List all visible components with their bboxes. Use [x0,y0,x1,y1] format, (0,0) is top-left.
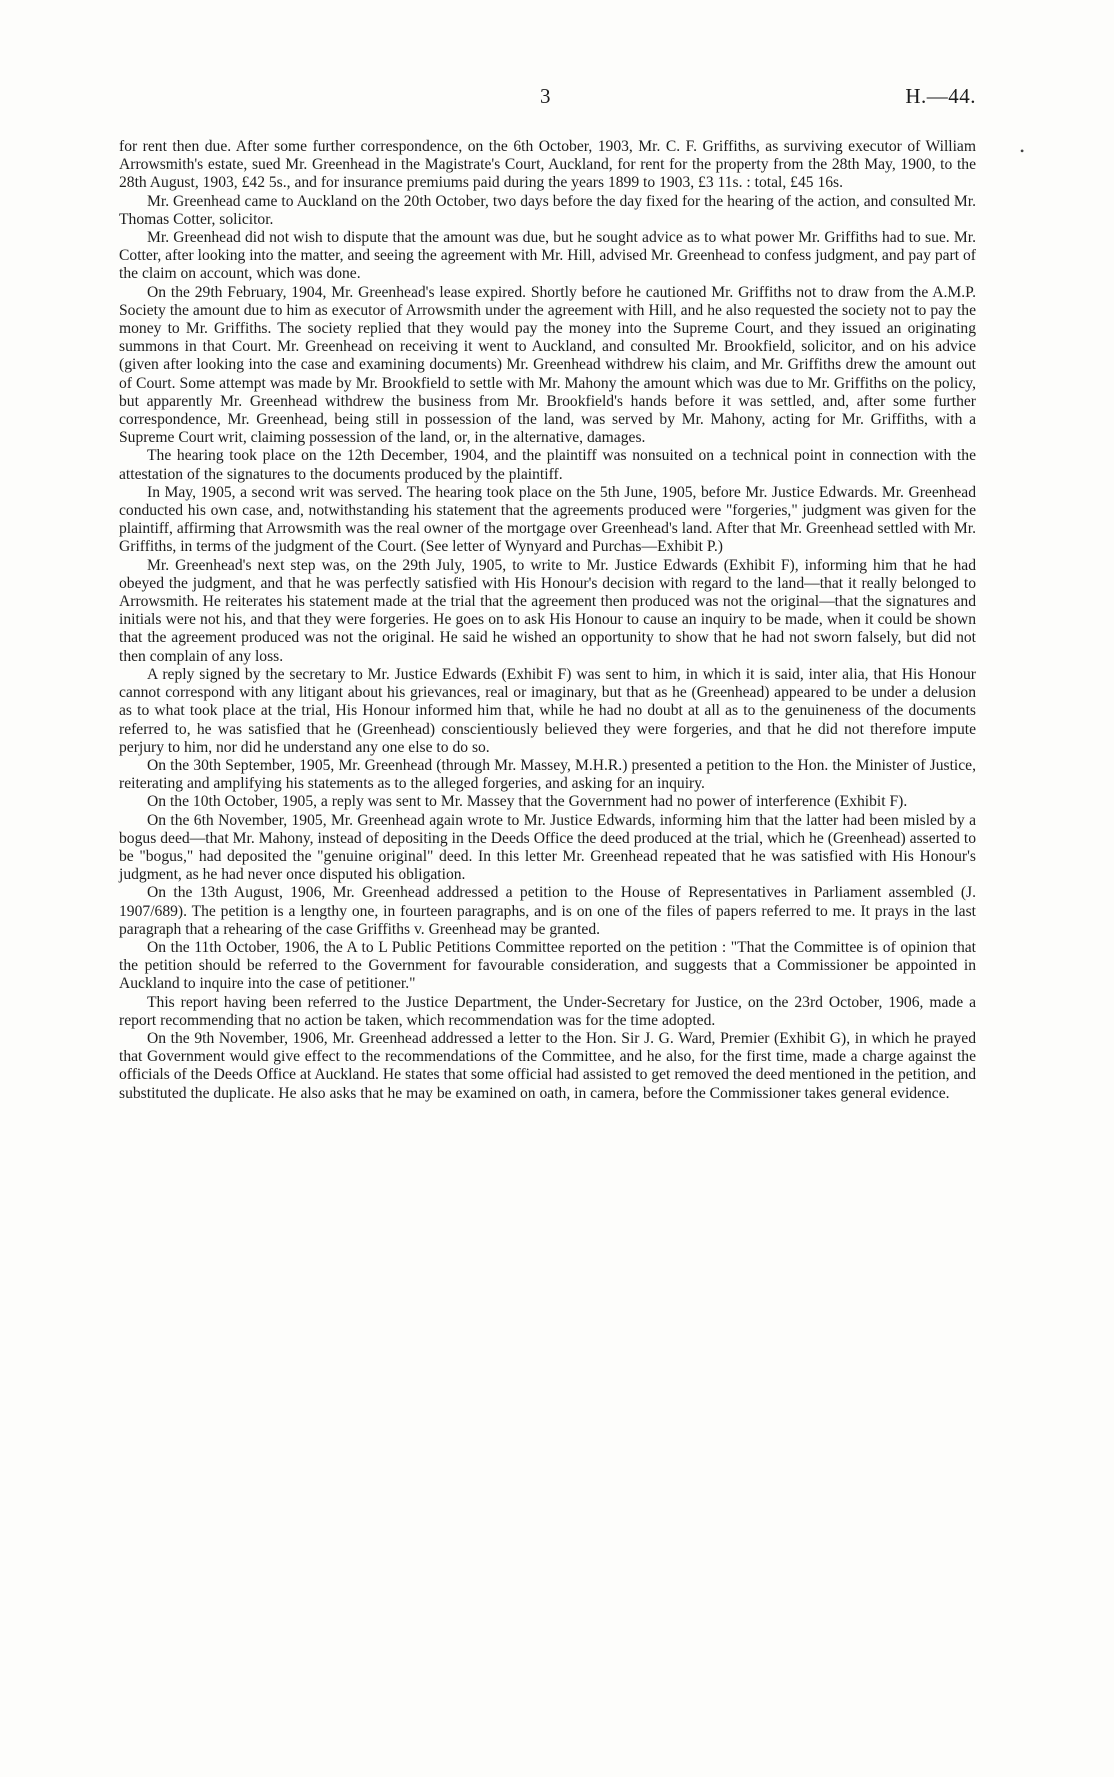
paragraph: Mr. Greenhead's next step was, on the 29th July, 1905, to write to Mr. Justice Edwards (Exhibit F), informing him that he had obeyed the judgment, and that he was perfectly satisfied with His Honour's decision with regard to the land—that it really belonged to Arrowsmith. He reiterates his statement made at the trial that the agreement then produced was not the original—that the signatures and initials were not his, and that they were forgeries. He goes on to ask His Honour to cause an inquiry to be made, when it could be shown that the agreement produced was not the original. He said he wished an opportunity to show that he had not sworn falsely, but did not then complain of any loss. [119,556,976,665]
paragraph: On the 6th November, 1905, Mr. Greenhead again wrote to Mr. Justice Edwards, informing him that the latter had been misled by a bogus deed—that Mr. Mahony, instead of depositing in the Deeds Office the deed produced at the trial, which he (Greenhead) asserted to be "bogus," had deposited the "genuine original" deed. In this letter Mr. Greenhead repeated that he was satisfied with His Honour's judgment, as he had never once disputed his obligation. [119,811,976,884]
paragraph: The hearing took place on the 12th December, 1904, and the plaintiff was nonsuited on a technical point in connection with the attestation of the signatures to the documents produced by the plaintiff. [119,447,976,483]
page-number: 3 [540,84,551,108]
document-reference: H.—44. [905,84,976,108]
paragraph: On the 9th November, 1906, Mr. Greenhead addressed a letter to the Hon. Sir J. G. Ward, Premier (Exhibit G), in which he prayed that Government would give effect to the recommendations of the Committee, and he also, for the first time, made a charge against the officials of the Deeds Office at Auckland. He states that some official had assisted to get removed the deed mentioned in the petition, and substituted the duplicate. He also asks that he may be examined on oath, in camera, before the Commissioner takes general evidence. [119,1029,976,1102]
paragraph: In May, 1905, a second writ was served. The hearing took place on the 5th June, 1905, before Mr. Justice Edwards. Mr. Greenhead conducted his own case, and, notwithstanding his statement that the agreements produced were "forgeries," judgment was given for the plaintiff, affirming that Arrowsmith was the real owner of the mortgage over Greenhead's land. After that Mr. Greenhead settled with Mr. Griffiths, in terms of the judgment of the Court. (See letter of Wynyard and Purchas—Exhibit P.) [119,483,976,556]
body-text [119,138,976,1103]
paragraph: On the 30th September, 1905, Mr. Greenhead (through Mr. Massey, M.H.R.) presented a petition to the Hon. the Minister of Justice, reiterating and amplifying his statements as to the alleged forgeries, and asking for an inquiry. [119,756,976,793]
paragraph: Mr. Greenhead did not wish to dispute that the amount was due, but he sought advice as to what power Mr. Griffiths had to sue. Mr. Cotter, after looking into the matter, and seeing the agreement with Mr. Hill, advised Mr. Greenhead to confess judgment, and pay part of the claim on account, which was done. [119,229,976,283]
paragraph: On the 11th October, 1906, the A to L Public Petitions Committee reported on the petition : "That the Committee is of opinion that the petition should be referred to the Government for favourable consideration, and suggests that a Commissioner be appointed in Auckland to inquire into the case of petitioner." [119,938,976,993]
page-header [0,84,1114,114]
paragraph: This report having been referred to the Justice Department, the Under-Secretary for Justice, on the 23rd October, 1906, made a report recommending that no action be taken, which recommendation was for the time adopted. [119,993,976,1029]
paragraph: Mr. Greenhead came to Auckland on the 20th October, two days before the day fixed for the hearing of the action, and consulted Mr. Thomas Cotter, solicitor. [119,192,976,228]
paragraph: On the 10th October, 1905, a reply was sent to Mr. Massey that the Government had no power of interference (Exhibit F). [147,793,908,811]
paragraph: On the 29th February, 1904, Mr. Greenhead's lease expired. Shortly before he cautioned Mr. Griffiths not to draw from the A.M.P. Society the amount due to him as executor of Arrowsmith under the agreement with Hill, and he also requested the society not to pay the money to Mr. Griffiths. The society replied that they would pay the money into the Supreme Court, and they issued an originating summons in that Court. Mr. Greenhead on receiving it went to Auckland, and consulted Mr. Brookfield, solicitor, and on his advice (given after looking into the case and examining documents) Mr. Greenhead withdrew his claim, and Mr. Griffiths drew the amount out of Court. Some attempt was made by Mr. Brookfield to settle with Mr. Mahony the amount which was due to Mr. Griffiths on the policy, but apparently Mr. Greenhead withdrew the business from Mr. Brookfield's hands before it was settled, and, after some further correspondence, Mr. Greenhead, being still in possession of the land, was served by Mr. Mahony, acting for Mr. Griffiths, with a Supreme Court writ, claiming possession of the land, or, in the alternative, damages. [119,283,976,447]
paragraph: for rent then due. After some further correspondence, on the 6th October, 1903, Mr. C. F. Griffiths, as surviving executor of William Arrowsmith's estate, sued Mr. Greenhead in the Magistrate's Court, Auckland, for rent for the property from the 28th May, 1900, to the 28th August, 1903, £42 5s., and for insurance premiums paid during the years 1899 to 1903, £3 11s. : total, £45 16s. [119,138,976,192]
paragraph: A reply signed by the secretary to Mr. Justice Edwards (Exhibit F) was sent to him, in which it is said, inter alia, that His Honour cannot correspond with any litigant about his grievances, real or imaginary, but that as he (Greenhead) appeared to be under a delusion as to what took place at the trial, His Honour informed him that, while he had no doubt at all as to the genuineness of the documents referred to, he was satisfied that he (Greenhead) conscientiously believed they were forgeries, and that he did not therefore impute perjury to him, nor did he understand any one else to do so. [119,665,976,756]
margin-mark: • [1020,144,1025,158]
paragraph: On the 13th August, 1906, Mr. Greenhead addressed a petition to the House of Representatives in Parliament assembled (J. 1907/689). The petition is a lengthy one, in fourteen paragraphs, and is on one of the files of papers referred to me. It prays in the last paragraph that a rehearing of the case Griffiths v. Greenhead may be granted. [119,884,976,938]
